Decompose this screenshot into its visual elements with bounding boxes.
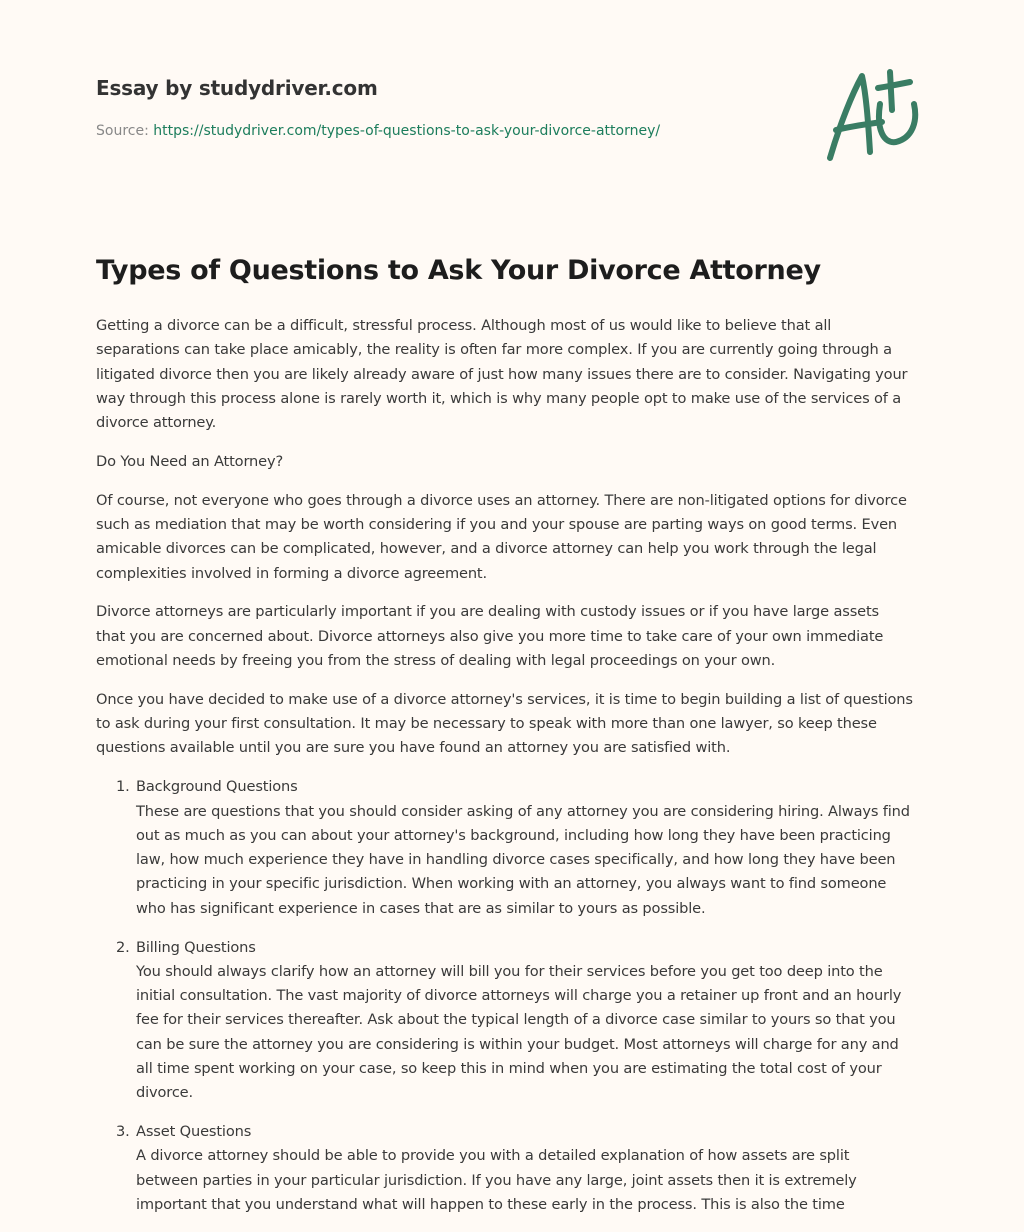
article-body — [96, 314, 946, 1232]
paragraph: Of course, not everyone who goes through a divorce uses an attorney. There are non-litigated options for divorce such as mediation that may be worth considering if you and your spouse are parting ways on good terms. Even amicable divorces can be complicated, however, and a divorce attorney can help you work through the legal complexities involved in forming a divorce agreement. — [96, 491, 907, 582]
list-number: 1. — [116, 778, 130, 796]
source-link[interactable]: https://studydriver.com/types-of-questions-to-ask-your-divorce-attorney/ — [153, 123, 661, 139]
a-plus-logo-icon — [818, 64, 930, 164]
list-heading: Billing Questions — [136, 938, 256, 956]
list-item — [96, 1120, 946, 1217]
section-heading: Do You Need an Attorney? — [96, 452, 284, 470]
list-heading: Asset Questions — [136, 1123, 252, 1141]
paragraph: Getting a divorce can be a difficult, stressful process. Although most of us would like to believe that all separations can take place amicably, the reality is often far more complex. If you are currently going through a litigated divorce then you are likely already aware of just how many issues there are to consider. Navigating your way through this process alone is rarely worth it, which is why many people opt to make use of the services of a divorce attorney. — [96, 317, 908, 432]
site-title: Essay by studydriver.com — [96, 76, 378, 100]
list-item — [96, 775, 946, 921]
list-item — [96, 936, 946, 1106]
list-text: A divorce attorney should be able to provide you with a detailed explanation of how assets are split between parties in your particular jurisdiction. If you have any large, joint assets then it is extremely important that you understand what will happen to these early in the process. This is also the time — [136, 1147, 857, 1213]
list-text: You should always clarify how an attorney will bill you for their services before you get too deep into the initial consultation. The vast majority of divorce attorneys will charge you a retainer up front and an hourly fee for their services thereafter. Ask about the typical length of a divorce case similar to yours so that you can be sure the attorney you are considering is within your budget. Most attorneys will charge for any and all time spent working on your case, so keep this in mind when you are estimating the total cost of your divorce. — [136, 962, 902, 1102]
list-heading: Background Questions — [136, 778, 298, 796]
list-number: 2. — [116, 938, 130, 956]
source-label: Source: — [96, 123, 149, 139]
list-text: These are questions that you should consider asking of any attorney you are considering hiring. Always find out as much as you can about your attorney's background, including how long they have been practicing law, how much experience they have in handling divorce cases specifically, and how long they have been practicing in your specific jurisdiction. When working with an attorney, you always want to find someone who has significant experience in cases that are as similar to yours as possible. — [136, 802, 910, 917]
list-number: 3. — [116, 1123, 130, 1141]
paragraph: Once you have decided to make use of a divorce attorney's services, it is time to begin building a list of questions to ask during your first consultation. It may be necessary to speak with more than one lawyer, so keep these questions available until you are sure you have found an attorney you are satisfied with. — [96, 690, 913, 757]
article-title: Types of Questions to Ask Your Divorce Attorney — [96, 255, 821, 286]
question-list — [96, 775, 946, 1217]
paragraph: Divorce attorneys are particularly important if you are dealing with custody issues or if you have large assets that you are concerned about. Divorce attorneys also give you more time to take care of your own immediate emotional needs by freeing you from the stress of dealing with legal proceedings on your own. — [96, 603, 884, 670]
source-line — [96, 123, 660, 139]
